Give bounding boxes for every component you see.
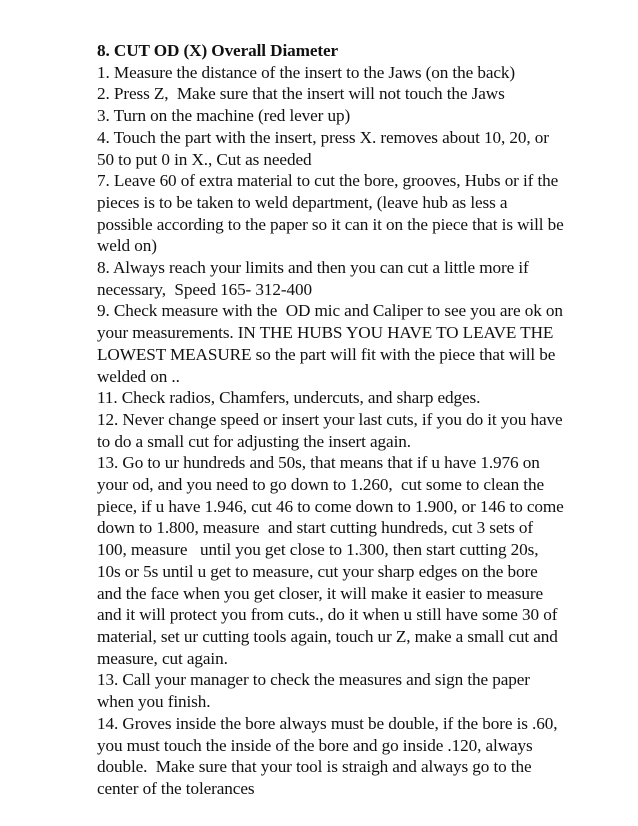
document-line: 10s or 5s until u get to measure, cut your sharp edges on the bore xyxy=(97,561,538,581)
document-line: 13. Call your manager to check the measures and sign the paper xyxy=(97,670,530,690)
document-line: center of the tolerances xyxy=(97,778,255,798)
document-line: down to 1.800, measure and start cutting hundreds, cut 3 sets of xyxy=(97,518,533,538)
document-page xyxy=(97,40,627,800)
document-line: 9. Check measure with the OD mic and Caliper to see you are ok on xyxy=(97,301,563,321)
document-line: and the face when you get closer, it will make it easier to measure xyxy=(97,583,543,603)
document-line: 7. Leave 60 of extra material to cut the bore, grooves, Hubs or if the xyxy=(97,171,559,191)
document-line: 50 to put 0 in X., Cut as needed xyxy=(97,149,312,169)
document-line: 1. Measure the distance of the insert to the Jaws (on the back) xyxy=(97,62,516,82)
document-line: material, set ur cutting tools again, touch ur Z, make a small cut and xyxy=(97,626,558,646)
document-line: double. Make sure that your tool is straigh and always go to the xyxy=(97,757,532,777)
document-line: measure, cut again. xyxy=(97,648,228,668)
document-line: 3. Turn on the machine (red lever up) xyxy=(97,106,351,126)
document-line: 12. Never change speed or insert your last cuts, if you do it you have xyxy=(97,409,563,429)
document-line: 2. Press Z, Make sure that the insert will not touch the Jaws xyxy=(97,84,505,104)
document-line: 14. Groves inside the bore always must be double, if the bore is .60, xyxy=(97,713,558,733)
document-line: necessary, Speed 165- 312-400 xyxy=(97,279,312,299)
document-line: your measurements. IN THE HUBS YOU HAVE TO LEAVE THE xyxy=(97,323,554,343)
document-line: LOWEST MEASURE so the part will fit with the piece that will be xyxy=(97,344,556,364)
document-line: piece, if u have 1.946, cut 46 to come down to 1.900, or 146 to come xyxy=(97,496,564,516)
document-title: 8. CUT OD (X) Overall Diameter xyxy=(97,41,339,60)
document-line: welded on .. xyxy=(97,366,180,386)
document-line: 13. Go to ur hundreds and 50s, that means that if u have 1.976 on xyxy=(97,453,540,473)
document-line: 100, measure until you get close to 1.300, then start cutting 20s, xyxy=(97,540,539,560)
document-line: to do a small cut for adjusting the insert again. xyxy=(97,431,411,451)
document-line: 8. Always reach your limits and then you can cut a little more if xyxy=(97,258,529,278)
document-line: weld on) xyxy=(97,236,157,256)
document-line: your od, and you need to go down to 1.260, cut some to clean the xyxy=(97,475,544,495)
document-line: pieces is to be taken to weld department, (leave hub as less a xyxy=(97,192,508,212)
document-line: possible according to the paper so it can it on the piece that is will be xyxy=(97,214,564,234)
document-line: when you finish. xyxy=(97,692,211,712)
document-line: and it will protect you from cuts., do it when u still have some 30 of xyxy=(97,605,558,625)
document-line: 11. Check radios, Chamfers, undercuts, and sharp edges. xyxy=(97,388,481,408)
document-line: 4. Touch the part with the insert, press X. removes about 10, 20, or xyxy=(97,127,549,147)
document-body xyxy=(97,62,627,800)
document-line: you must touch the inside of the bore and go inside .120, always xyxy=(97,735,533,755)
